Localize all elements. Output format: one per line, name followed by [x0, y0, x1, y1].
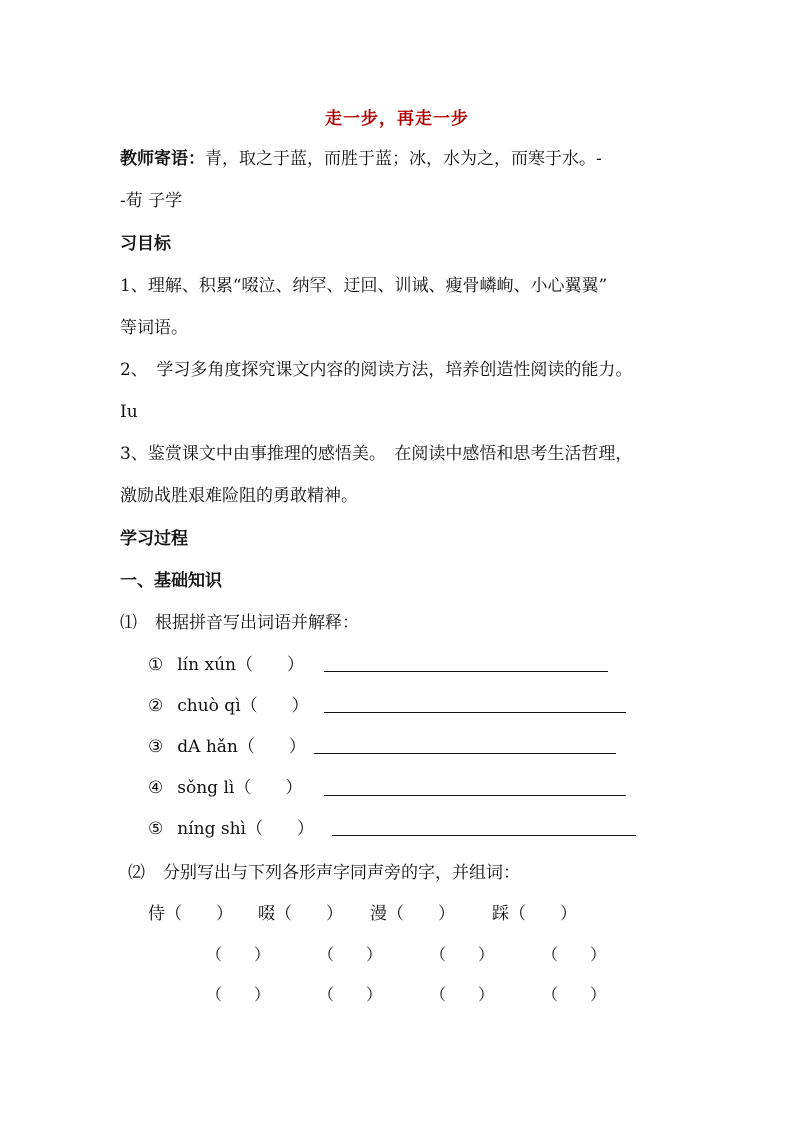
objective-line: 3、鉴赏课文中由事推理的感悟美。 在阅读中感悟和思考生活哲理， [120, 444, 633, 464]
objective-line: 1、理解、积累“啜泣、纳罕、迂回、训诫、瘦骨嶙峋、小心翼翼” [120, 276, 608, 296]
pinyin-text: sǒng lì（ ） [177, 778, 303, 798]
question-1 [120, 611, 359, 635]
answer-blank[interactable] [332, 835, 636, 836]
answer-blank[interactable]: （ ） [206, 945, 271, 964]
objectives-heading: 习目标 [120, 234, 171, 254]
question-2 [128, 861, 520, 885]
pinyin-text: lín xún（ ） [177, 655, 304, 675]
motto-text: 青，取之于蓝，而胜于蓝；冰，水为之，而寒于水。- [205, 149, 602, 169]
question-number: ⑴ [120, 613, 137, 633]
answer-blank[interactable]: （ ） [542, 985, 607, 1004]
question-prompt: 根据拼音写出词语并解释： [155, 613, 359, 633]
objective-line: 2、 学习多角度探究课文内容的阅读方法，培养创造性阅读的能力。 [120, 360, 633, 380]
section-heading: 一、基础知识 [120, 571, 222, 591]
pinyin-item [148, 653, 304, 677]
answer-blank[interactable]: （ ） [430, 985, 495, 1004]
item-number: ① [148, 655, 164, 675]
pinyin-item [148, 735, 306, 759]
item-number: ③ [148, 737, 164, 757]
pinyin-item [148, 694, 309, 718]
answer-blank[interactable]: （ ） [318, 945, 383, 964]
item-number: ⑤ [148, 819, 164, 839]
pinyin-item [148, 776, 302, 800]
pinyin-text: dA hǎn（ ） [177, 737, 306, 757]
question-prompt: 分别写出与下列各形声字同声旁的字，并组词： [163, 863, 520, 883]
answer-blank[interactable] [324, 795, 626, 796]
objective-line: Iu [120, 402, 138, 422]
item-number: ④ [148, 778, 164, 798]
motto-label: 教师寄语： [120, 149, 205, 169]
answer-blank[interactable] [324, 712, 626, 713]
pinyin-text: chuò qì（ ） [177, 696, 309, 716]
answer-blank[interactable]: （ ） [430, 945, 495, 964]
pinyin-item [148, 817, 314, 841]
question-number: ⑵ [128, 863, 145, 883]
teacher-motto [120, 147, 602, 171]
char-item: 侍（ ） [148, 904, 233, 924]
char-item: 漫（ ） [370, 904, 455, 924]
process-heading: 学习过程 [120, 529, 188, 549]
objective-line: 激励战胜艰难险阻的勇敢精神。 [120, 486, 358, 506]
answer-blank[interactable]: （ ） [542, 945, 607, 964]
item-number: ② [148, 696, 164, 716]
objective-line: 等词语。 [120, 318, 188, 338]
page-title: 走一步，再走一步 [325, 109, 469, 129]
answer-blank[interactable]: （ ） [318, 985, 383, 1004]
answer-blank[interactable] [324, 671, 608, 672]
char-item: 啜（ ） [258, 904, 343, 924]
motto-continuation: -荀 子学 [120, 191, 183, 211]
char-item: 踩（ ） [492, 904, 577, 924]
pinyin-text: níng shì（ ） [177, 819, 314, 839]
answer-blank[interactable] [314, 753, 616, 754]
answer-blank[interactable]: （ ） [206, 985, 271, 1004]
